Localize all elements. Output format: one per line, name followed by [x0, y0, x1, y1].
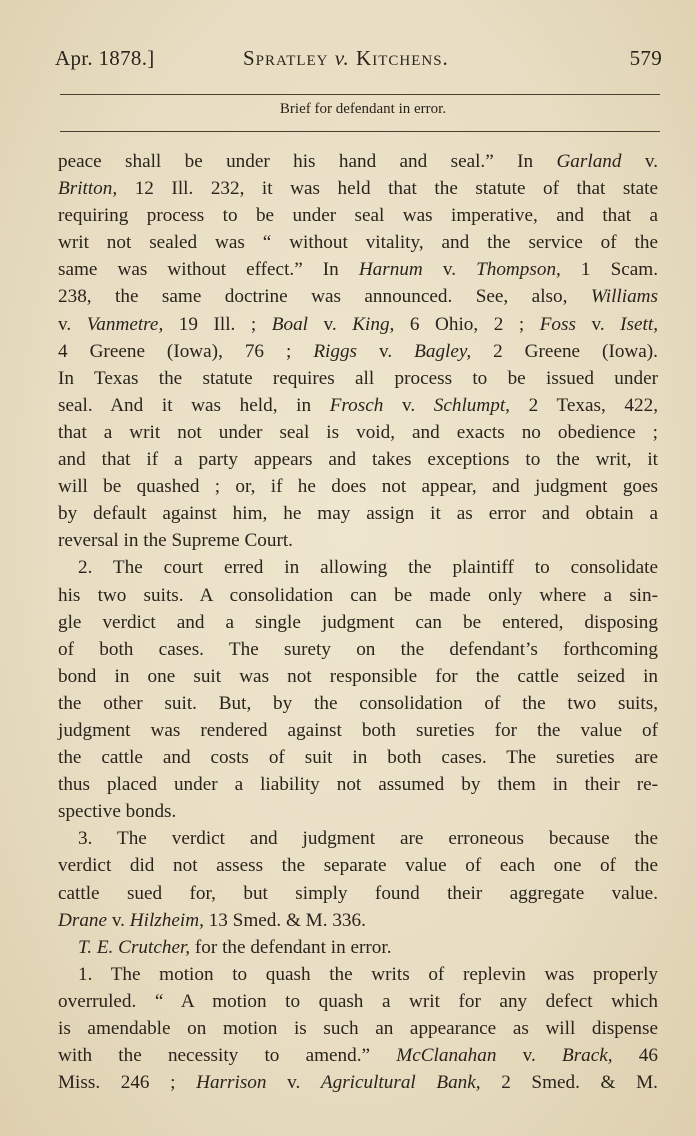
case-name: McClanahan	[396, 1045, 497, 1067]
text-line: judgment was rendered against both sureties for the value of	[58, 719, 658, 741]
text-line: 3. The verdict and judgment are erroneous because the	[78, 828, 658, 850]
case-name: Agricultural Bank,	[320, 1072, 481, 1094]
case-name: Foss	[539, 313, 576, 335]
text-line: T. E. Crutcher, for the defendant in error.	[78, 936, 392, 958]
text-line: that a writ not under seal is void, and exacts no obedience ;	[58, 421, 658, 443]
header-rule-bottom	[60, 131, 660, 132]
header-rule-top	[60, 94, 660, 95]
case-name: Schlumpt,	[433, 394, 510, 416]
text-line: Drane v. Hilzheim, 13 Smed. & M. 336.	[58, 909, 366, 931]
text-line: the cattle and costs of suit in both cases. The sureties are	[58, 747, 658, 769]
case-title-versus: v.	[334, 46, 350, 70]
case-name: Harrison	[196, 1072, 267, 1094]
text-line: overruled. “ A motion to quash a writ for any defect which	[58, 990, 658, 1012]
section-subheader: Brief for defendant in error.	[279, 101, 447, 117]
case-title-defendant: Kitchens.	[356, 46, 449, 70]
text-line: peace shall be under his hand and seal.” In Garland v.	[58, 151, 658, 172]
text-line: cattle sued for, but simply found their aggregate value.	[58, 882, 658, 904]
case-title-plaintiff: Spratley	[243, 46, 329, 70]
case-name: Boal	[271, 313, 308, 335]
case-name: Riggs	[313, 340, 358, 362]
text-line: will be quashed ; or, if he does not appear, and judgment goes	[58, 476, 658, 498]
case-name: Bagley,	[414, 340, 472, 362]
body-text	[58, 148, 658, 1096]
page-number: 579	[629, 46, 662, 70]
text-line: spective bonds.	[58, 801, 177, 823]
case-name: King,	[352, 313, 395, 335]
case-name: Isett,	[620, 313, 658, 335]
case-name: Vanmetre,	[86, 313, 164, 335]
case-name: Frosch	[329, 394, 384, 416]
text-line: reversal in the Supreme Court.	[58, 530, 293, 552]
header-date: Apr. 1878.]	[55, 46, 155, 70]
text-line: bond in one suit was not responsible for the cattle seized in	[58, 665, 658, 687]
case-name: Williams	[590, 286, 658, 308]
case-name: Britton,	[58, 178, 118, 200]
text-line: requiring process to be under seal was imperative, and that a	[58, 205, 658, 227]
case-name: T. E. Crutcher,	[78, 936, 191, 958]
case-name: Harnum	[358, 259, 423, 281]
text-line: and that if a party appears and takes exceptions to the writ, it	[58, 449, 658, 471]
text-line: gle verdict and a single judgment can be entered, disposing	[58, 611, 658, 633]
case-name: Drane	[58, 909, 108, 931]
text-line: Britton, 12 Ill. 232, it was held that the statute of that state	[58, 178, 658, 200]
text-line: 4 Greene (Iowa), 76 ; Riggs v. Bagley, 2 Greene (Iowa).	[58, 340, 658, 362]
text-line: of both cases. The surety on the defendant’s forthcoming	[58, 638, 658, 660]
text-line: is amendable on motion is such an appearance as will dispense	[58, 1018, 658, 1039]
case-name: Hilzheim,	[129, 909, 204, 931]
text-line: by default against him, he may assign it as error and obtain a	[58, 503, 658, 525]
text-line: his two suits. A consolidation can be made only where a sin-	[58, 584, 658, 606]
text-line: Miss. 246 ; Harrison v. Agricultural Bank, 2 Smed. & M.	[58, 1072, 658, 1094]
text-line: with the necessity to amend.” McClanahan v. Brack, 46	[58, 1045, 658, 1067]
running-header	[55, 46, 662, 80]
text-line: writ not sealed was “ without vitality, and the service of the	[58, 232, 658, 254]
case-name: Brack,	[561, 1045, 613, 1067]
text-line: In Texas the statute requires all process to be issued under	[58, 367, 658, 389]
text-line: verdict did not assess the separate value of each one of the	[58, 855, 658, 877]
text-line: v. Vanmetre, 19 Ill. ; Boal v. King, 6 Ohio, 2 ; Foss v. Isett,	[58, 313, 658, 335]
text-line: 2. The court erred in allowing the plaintiff to consolidate	[78, 557, 658, 579]
case-name: Thompson,	[476, 259, 561, 281]
text-line: 1. The motion to quash the writs of replevin was properly	[78, 963, 658, 985]
text-line: same was without effect.” In Harnum v. Thompson, 1 Scam.	[58, 259, 658, 281]
header-case-title	[243, 46, 449, 71]
text-line: seal. And it was held, in Frosch v. Schlumpt, 2 Texas, 422,	[58, 394, 658, 416]
case-name: Garland	[556, 151, 622, 172]
text-line: 238, the same doctrine was announced. See, also, Williams	[58, 286, 658, 308]
text-line: the other suit. But, by the consolidation of the two suits,	[58, 692, 658, 714]
text-line: thus placed under a liability not assumed by them in their re-	[58, 774, 658, 796]
